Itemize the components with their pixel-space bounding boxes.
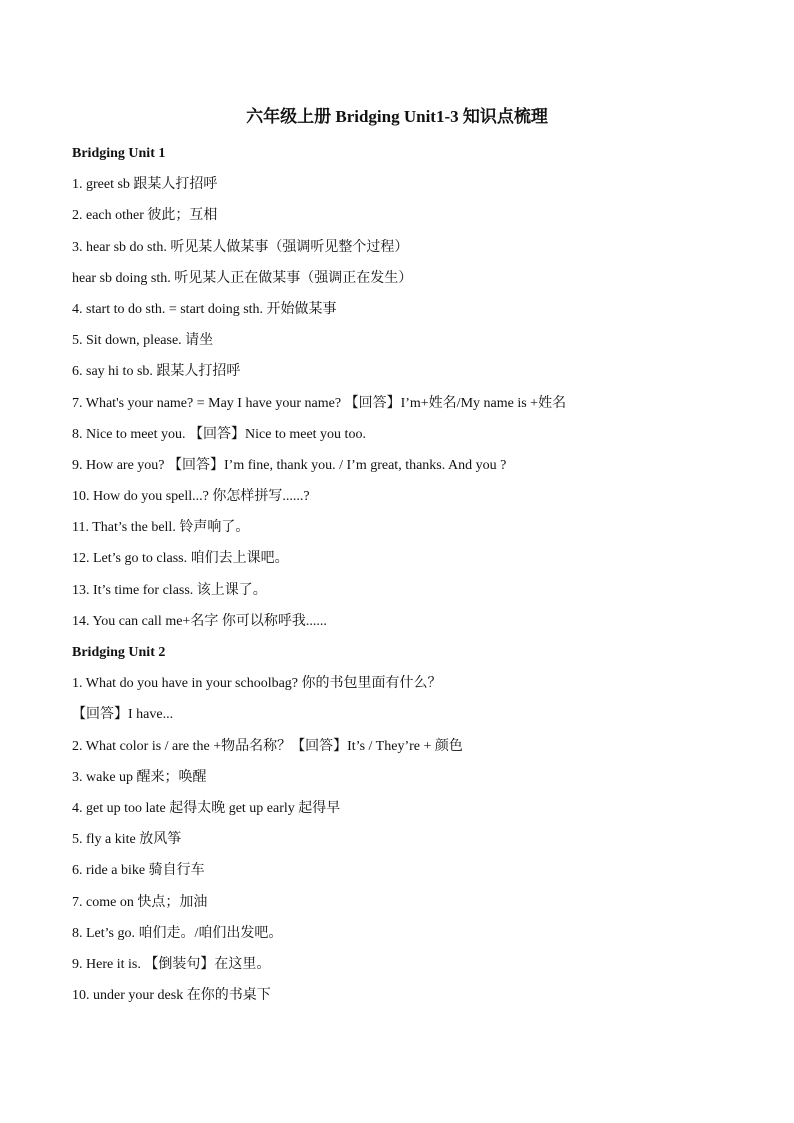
list-item: 8. Nice to meet you. 【回答】Nice to meet you too. — [72, 426, 366, 442]
list-item: 3. wake up 醒来；唤醒 — [72, 769, 207, 785]
list-item: 2. each other 彼此；互相 — [72, 208, 218, 224]
list-item: 10. How do you spell...? 你怎样拼写......? — [72, 489, 310, 505]
list-item: 13. It’s time for class. 该上课了。 — [72, 582, 267, 598]
list-item: 7. What's your name? = May I have your name? 【回答】I’m+姓名/My name is +姓名 — [72, 395, 567, 411]
list-item: 14. You can call me+名字 你可以称呼我...... — [72, 613, 327, 629]
list-item: 5. fly a kite 放风筝 — [72, 832, 182, 848]
document-body — [72, 141, 762, 1014]
list-item: 8. Let’s go. 咱们走。/咱们出发吧。 — [72, 925, 283, 941]
list-item: 4. get up too late 起得太晚 get up early 起得早 — [72, 800, 341, 816]
list-item: 4. start to do sth. = start doing sth. 开始做某事 — [72, 301, 337, 317]
section-heading: Bridging Unit 2 — [72, 645, 166, 660]
list-item: 3. hear sb do sth. 听见某人做某事（强调听见整个过程） — [72, 239, 409, 255]
list-item: 1. What do you have in your schoolbag? 你的书包里面有什么？ — [72, 676, 442, 692]
list-item: 【回答】I have... — [72, 707, 174, 723]
list-item: 10. under your desk 在你的书桌下 — [72, 988, 271, 1004]
list-item: 12. Let’s go to class. 咱们去上课吧。 — [72, 551, 289, 567]
list-item: hear sb doing sth. 听见某人正在做某事（强调正在发生） — [72, 270, 413, 286]
list-item: 6. ride a bike 骑自行车 — [72, 863, 205, 879]
list-item: 2. What color is / are the +物品名称？【回答】It’s / They’re + 颜色 — [72, 738, 463, 754]
list-item: 9. Here it is. 【倒装句】在这里。 — [72, 956, 271, 972]
list-item: 11. That’s the bell. 铃声响了。 — [72, 520, 250, 536]
list-item: 9. How are you? 【回答】I’m fine, thank you. / I’m great, thanks. And you ? — [72, 457, 507, 473]
list-item: 7. come on 快点；加油 — [72, 894, 208, 910]
section-heading: Bridging Unit 1 — [72, 146, 166, 161]
list-item: 1. greet sb 跟某人打招呼 — [72, 177, 218, 193]
list-item: 6. say hi to sb. 跟某人打招呼 — [72, 364, 241, 380]
list-item: 5. Sit down, please. 请坐 — [72, 333, 214, 349]
document-title: 六年级上册 Bridging Unit1-3 知识点梳理 — [246, 107, 548, 126]
